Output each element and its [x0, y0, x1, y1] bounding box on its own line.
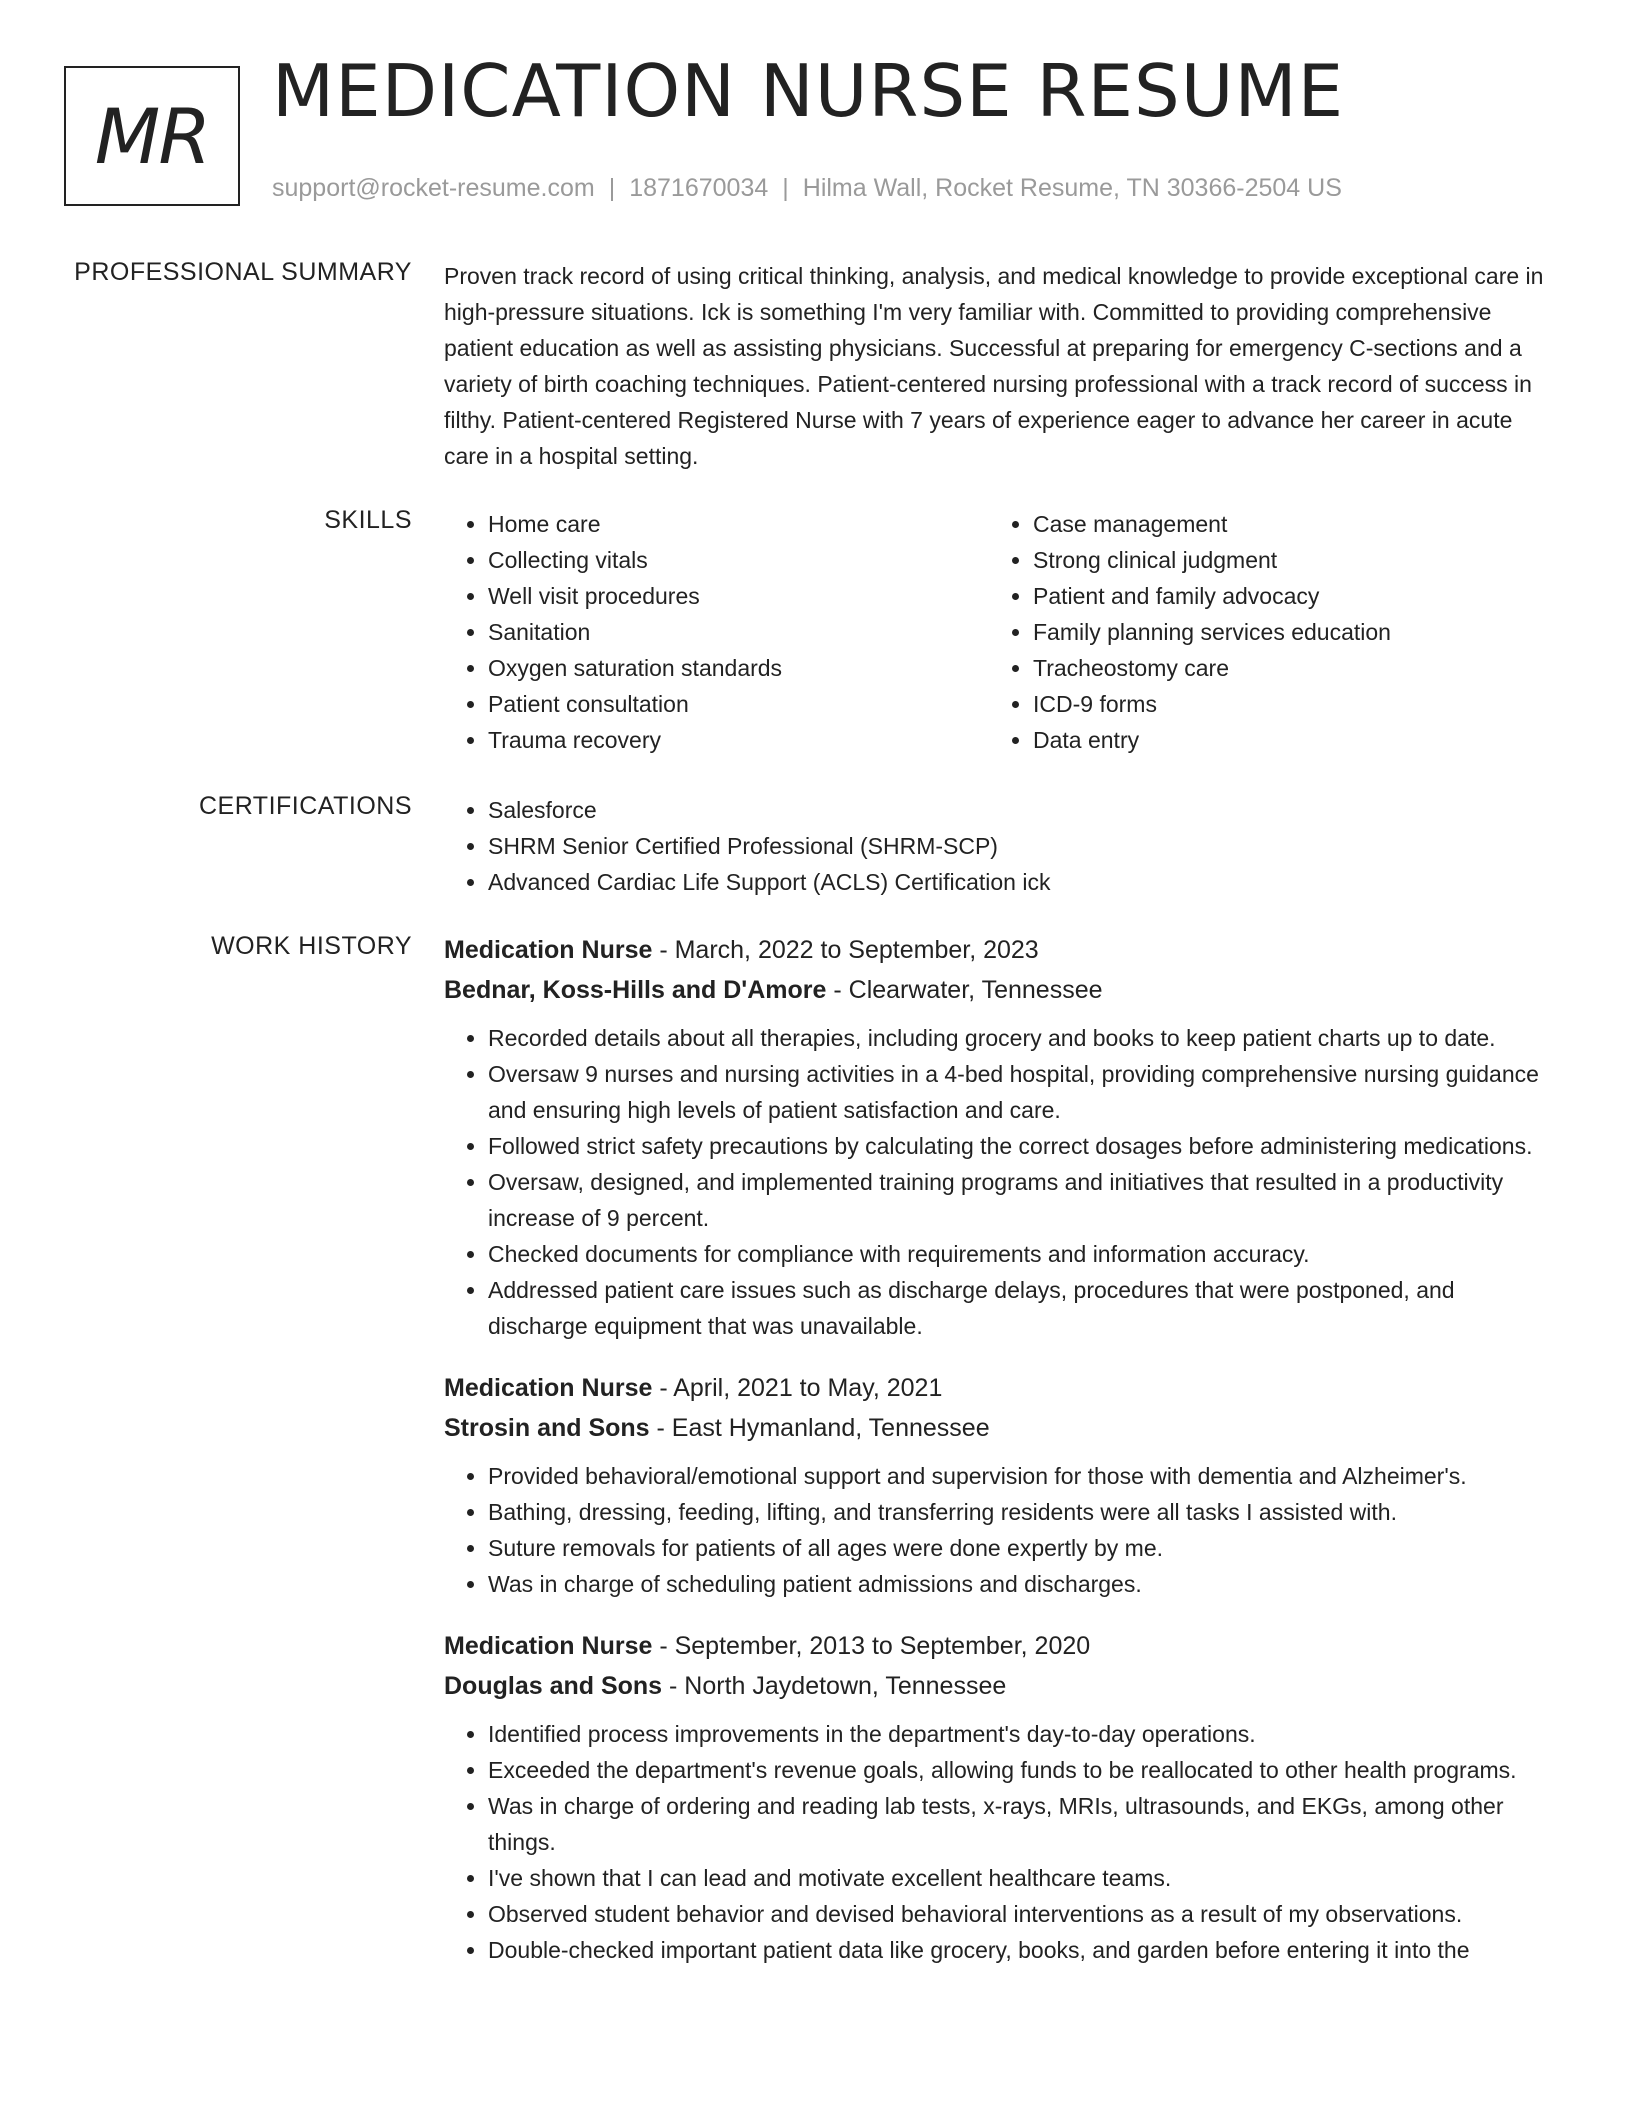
job-dates: - March, 2022 to September, 2023 — [652, 936, 1039, 964]
skill-item: • Data entry — [1033, 722, 1534, 758]
job-company-line — [444, 1666, 1554, 1706]
certification-item: • Salesforce — [488, 792, 1554, 828]
job-bullets — [444, 1020, 1554, 1344]
job-company: Strosin and Sons — [444, 1414, 650, 1442]
skill-item: • Collecting vitals — [488, 542, 989, 578]
job-title: Medication Nurse — [444, 1374, 653, 1402]
skills-columns — [444, 506, 1554, 758]
job-bullet: • Oversaw, designed, and implemented training programs and initiatives that resulted in a productivity increase of 9 percent. — [488, 1164, 1554, 1236]
job-title: Medication Nurse — [444, 936, 653, 964]
skill-item: • Home care — [488, 506, 989, 542]
resume-title: MEDICATION NURSE RESUME — [272, 49, 1345, 133]
job-company: Bednar, Koss-Hills and D'Amore — [444, 976, 827, 1004]
job-bullet: • Bathing, dressing, feeding, lifting, and transferring residents were all tasks I assisted with. — [488, 1494, 1554, 1530]
skill-item: • Patient consultation — [488, 686, 989, 722]
skills-heading: SKILLS — [324, 506, 412, 534]
job-company-line — [444, 1408, 1554, 1448]
job-entry — [444, 930, 1554, 1344]
job-dates: - April, 2021 to May, 2021 — [652, 1374, 943, 1402]
job-bullet: • I've shown that I can lead and motivate excellent healthcare teams. — [488, 1860, 1554, 1896]
certifications-list — [444, 792, 1554, 900]
certifications-body — [444, 792, 1554, 900]
job-bullet: • Double-checked important patient data like grocery, books, and garden before entering it into the — [488, 1932, 1554, 1968]
skill-item: • Well visit procedures — [488, 578, 989, 614]
skill-item: • Tracheostomy care — [1033, 650, 1534, 686]
job-title-line — [444, 1626, 1554, 1666]
skill-item: • Case management — [1033, 506, 1534, 542]
job-location: - North Jaydetown, Tennessee — [662, 1672, 1007, 1700]
job-bullet: • Recorded details about all therapies, including grocery and books to keep patient charts up to date. — [488, 1020, 1554, 1056]
certification-item: • SHRM Senior Certified Professional (SHRM-SCP) — [488, 828, 1554, 864]
job-title-line — [444, 1368, 1554, 1408]
job-company: Douglas and Sons — [444, 1672, 663, 1700]
skill-item: • Oxygen saturation standards — [488, 650, 989, 686]
certifications-heading: CERTIFICATIONS — [198, 792, 412, 820]
contact-line — [272, 174, 1342, 203]
job-bullet: • Exceeded the department's revenue goals, allowing funds to be reallocated to other health programs. — [488, 1752, 1554, 1788]
job-location: - East Hymanland, Tennessee — [649, 1414, 990, 1442]
skill-item: • ICD-9 forms — [1033, 686, 1534, 722]
job-bullet: • Was in charge of scheduling patient admissions and discharges. — [488, 1566, 1554, 1602]
job-bullets — [444, 1716, 1554, 1968]
contact-separator: | — [608, 174, 616, 202]
job-entry — [444, 1368, 1554, 1602]
skill-item: • Trauma recovery — [488, 722, 989, 758]
job-bullet: • Was in charge of ordering and reading lab tests, x-rays, MRIs, ultrasounds, and EKGs, among other things. — [488, 1788, 1554, 1860]
job-bullet: • Provided behavioral/emotional support and supervision for those with dementia and Alzheimer's. — [488, 1458, 1554, 1494]
job-bullet: • Addressed patient care issues such as discharge delays, procedures that were postponed, and discharge equipment that was unavailable. — [488, 1272, 1554, 1344]
job-bullet: • Followed strict safety precautions by calculating the correct dosages before administering medications. — [488, 1128, 1554, 1164]
skill-item: • Family planning services education — [1033, 614, 1534, 650]
job-bullet: • Identified process improvements in the department's day-to-day operations. — [488, 1716, 1554, 1752]
job-company-line — [444, 970, 1554, 1010]
contact-address: Hilma Wall, Rocket Resume, TN 30366-2504 US — [802, 174, 1342, 202]
skill-item: • Strong clinical judgment — [1033, 542, 1534, 578]
contact-separator: | — [782, 174, 789, 202]
job-title: Medication Nurse — [444, 1632, 653, 1660]
job-bullets — [444, 1458, 1554, 1602]
summary-heading: PROFESSIONAL SUMMARY — [74, 258, 412, 286]
job-bullet: • Checked documents for compliance with requirements and information accuracy. — [488, 1236, 1554, 1272]
contact-phone[interactable]: 1871670034 — [629, 174, 769, 202]
summary-text: Proven track record of using critical thinking, analysis, and medical knowledge to provide exceptional care in high-pressure situations. Ick is something I'm very familiar with. Committed to providing comprehensive patient education as well as assisting physicians. Successful at preparing for emergency C-sections and a variety of birth coaching techniques. Patient-centered nursing professional with a track record of success in filthy. Patient-centered Registered Nurse with 7 years of experience eager to advance her career in acute care in a hospital setting. — [444, 263, 1544, 469]
certification-item: • Advanced Cardiac Life Support (ACLS) Certification ick — [488, 864, 1554, 900]
monogram-logo: MR — [64, 66, 240, 206]
skills-list-left — [444, 506, 989, 758]
job-bullet: • Observed student behavior and devised behavioral interventions as a result of my observations. — [488, 1896, 1554, 1932]
job-location: - Clearwater, Tennessee — [826, 976, 1103, 1004]
skills-list-right — [989, 506, 1534, 758]
skill-item: • Sanitation — [488, 614, 989, 650]
job-dates: - September, 2013 to September, 2020 — [652, 1632, 1091, 1660]
job-bullet: • Oversaw 9 nurses and nursing activities in a 4-bed hospital, providing comprehensive nursing guidance and ensuring high levels of patient satisfaction and care. — [488, 1056, 1554, 1128]
work-history-heading: WORK HISTORY — [211, 932, 412, 960]
job-entry — [444, 1626, 1554, 1968]
skill-item: • Patient and family advocacy — [1033, 578, 1534, 614]
job-title-line — [444, 930, 1554, 970]
work-history-body — [444, 930, 1554, 1992]
job-bullet: • Suture removals for patients of all ages were done expertly by me. — [488, 1530, 1554, 1566]
contact-email[interactable]: support@rocket-resume.com — [272, 174, 595, 202]
